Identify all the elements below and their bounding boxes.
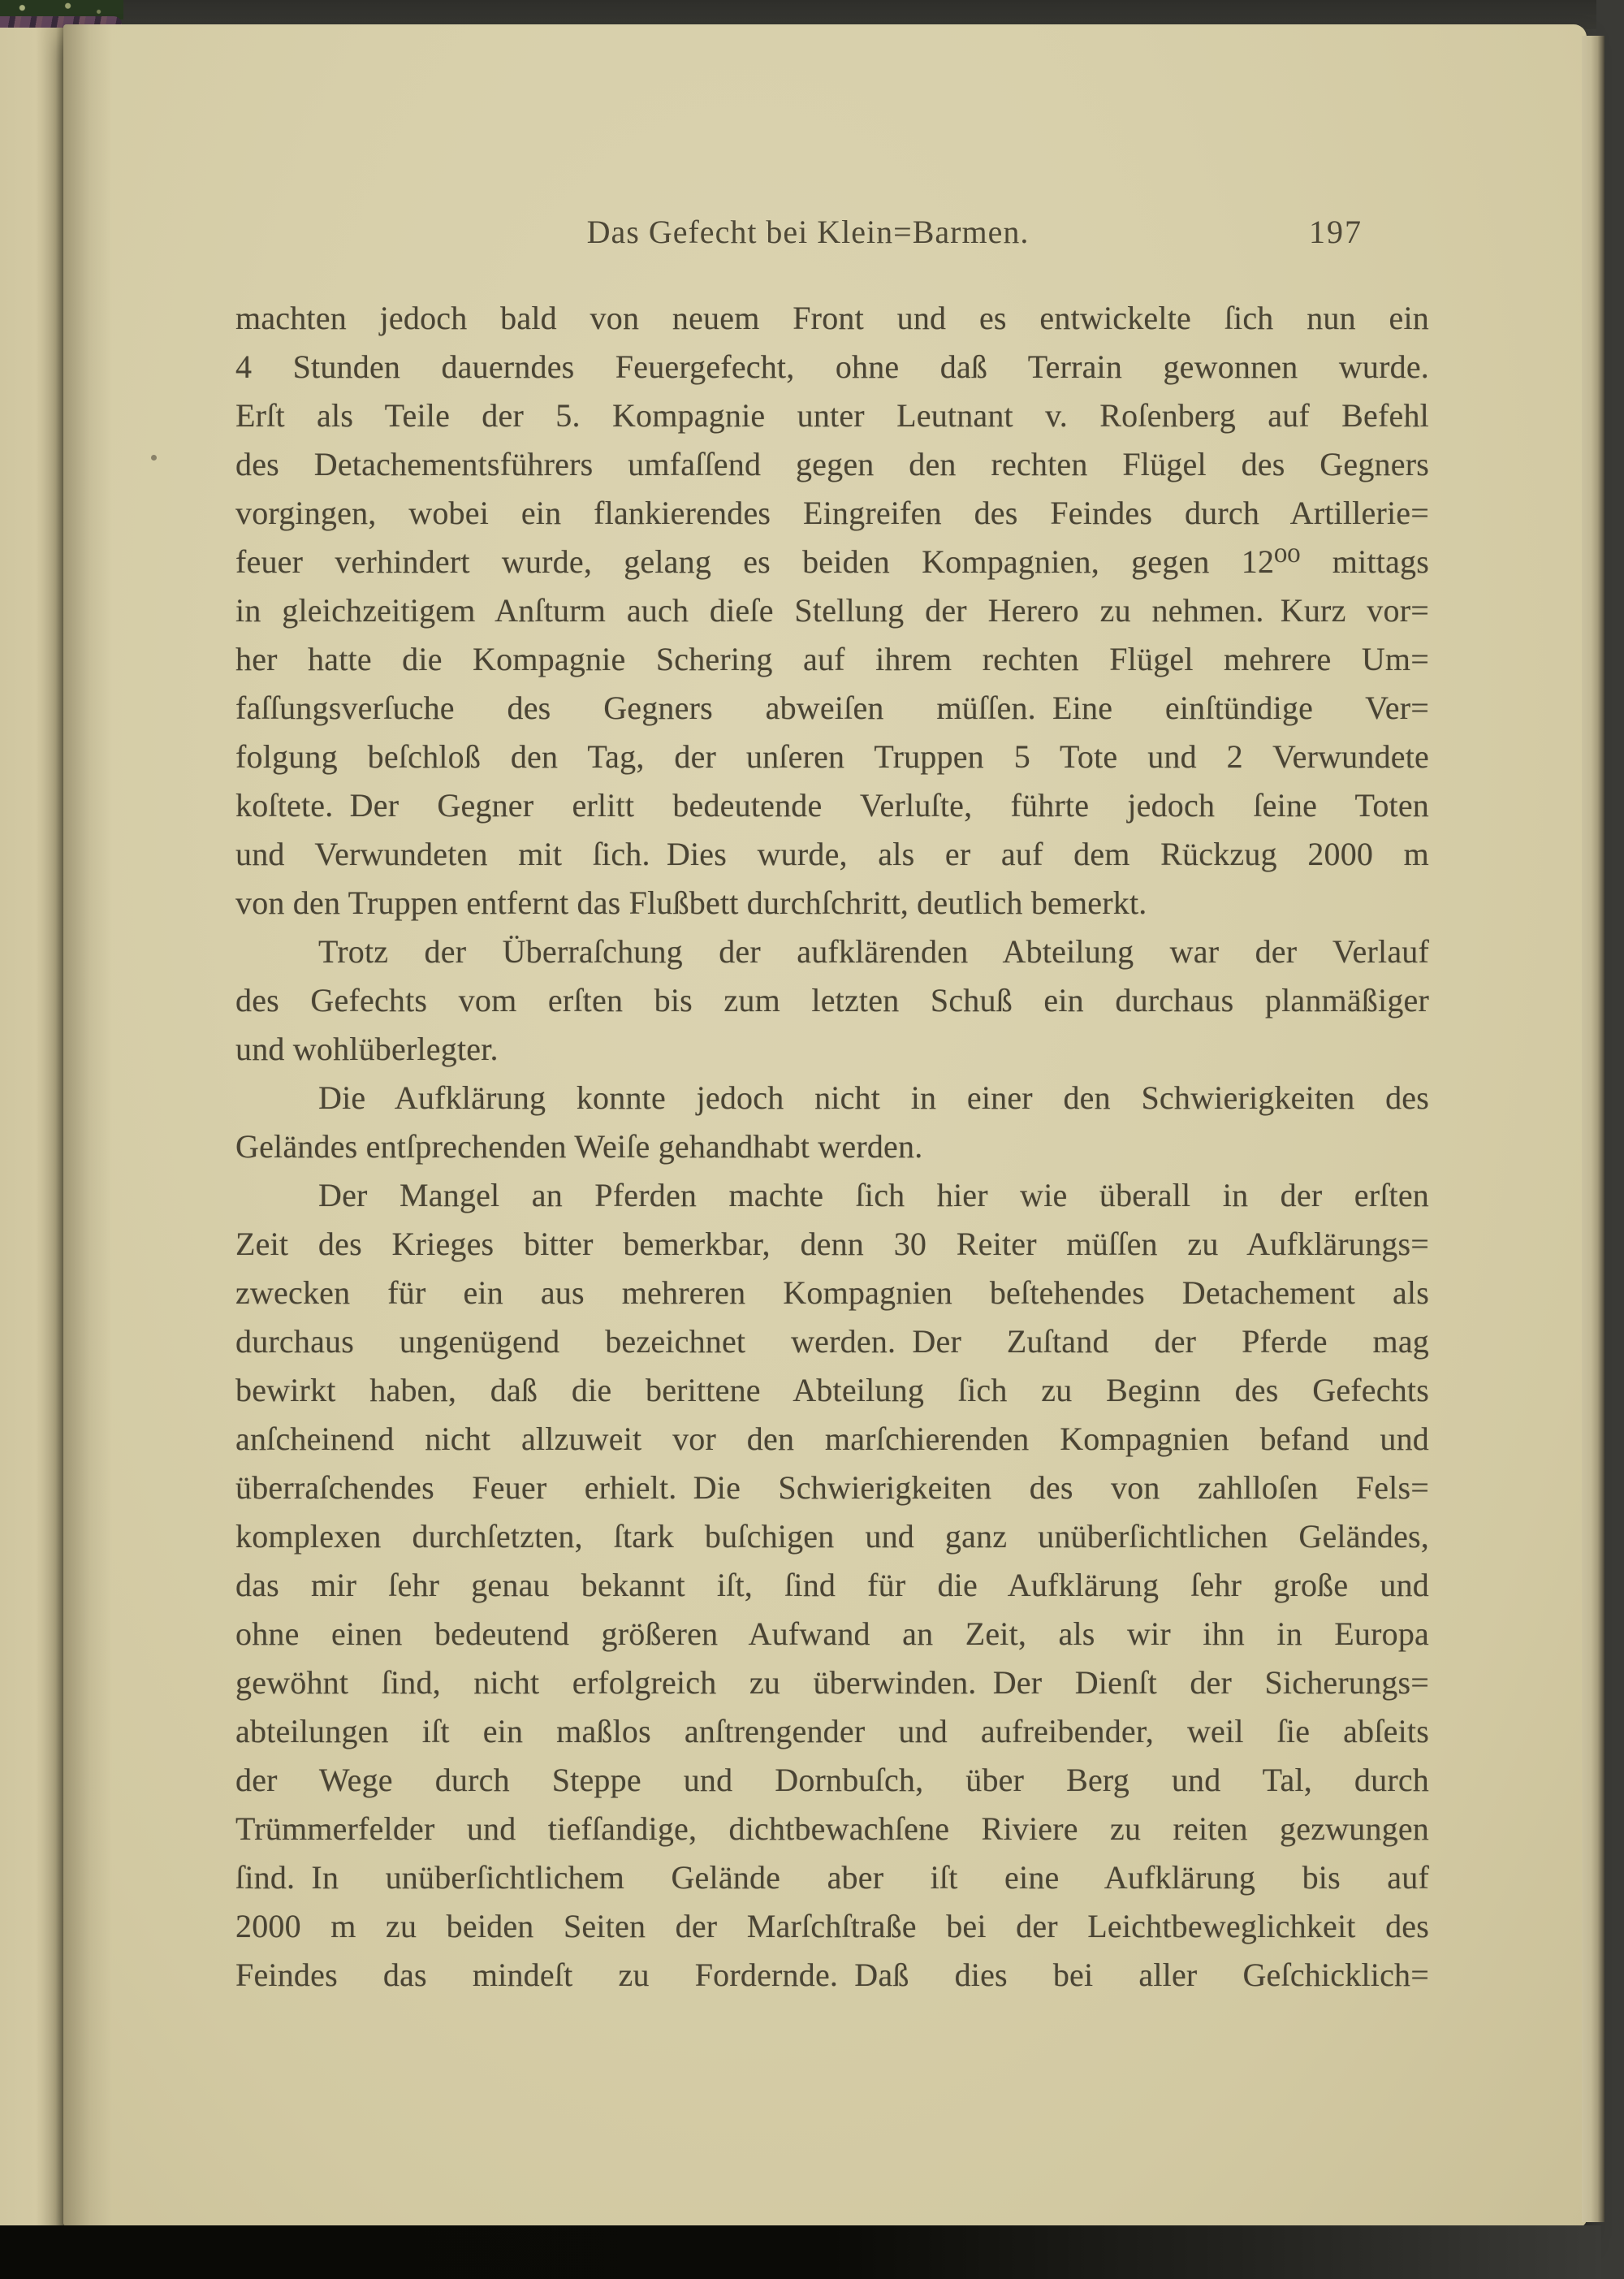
paragraph-4-line-3: zwecken für ein aus mehreren Kompagnien beſtehendes Detachement als — [235, 1274, 1429, 1311]
paragraph-4-line-9: das mir ſehr genau bekannt iſt, ſind für die Aufklärung ſehr große und — [235, 1567, 1429, 1603]
paragraph-1-line-6: feuer verhindert wurde, gelang es beiden Kompagnien, gegen 12⁰⁰ mittags — [235, 543, 1429, 580]
paragraph-1-line-1: machten jedoch bald von neuem Front und es entwickelte ſich nun ein — [235, 300, 1429, 336]
paragraph-3-line-2: Geländes entſprechenden Weiſe gehandhabt werden. — [235, 1128, 923, 1165]
paragraph-1-line-4: des Detachementsführers umfaſſend gegen den rechten Flügel des Gegners — [235, 446, 1429, 482]
ink-speck — [151, 455, 157, 461]
paragraph-3-line-1: Die Aufklärung konnte jedoch nicht in einer den Schwierigkeiten des — [318, 1079, 1429, 1116]
paragraph-4-line-5: bewirkt haben, daß die berittene Abteilung ſich zu Beginn des Gefechts — [235, 1372, 1429, 1408]
paragraph-1-line-9: faſſungsverſuche des Gegners abweiſen müſſen. Eine einſtündige Ver= — [235, 690, 1429, 726]
gutter-shadow — [63, 24, 112, 2227]
paragraph-1-line-12: und Verwundeten mit ſich. Dies wurde, als er auf dem Rückzug 2000 m — [235, 836, 1429, 872]
paragraph-1-line-2: 4 Stunden dauerndes Feuergefecht, ohne daß Terrain gewonnen wurde. — [235, 348, 1429, 385]
paragraph-1-line-11: koſtete. Der Gegner erlitt bedeutende Verluſte, führte jedoch ſeine Toten — [235, 787, 1429, 824]
paragraph-1-line-13: von den Truppen entfernt das Flußbett durchſchritt, deutlich bemerkt. — [235, 884, 1147, 921]
paragraph-4-line-15: ſind. In unüberſichtlichem Gelände aber iſt eine Aufklärung bis auf — [235, 1859, 1429, 1896]
book-fore-edge — [1582, 36, 1605, 2222]
paragraph-4-line-10: ohne einen bedeutend größeren Aufwand an Zeit, als wir ihn in Europa — [235, 1615, 1429, 1652]
paragraph-2-line-2: des Gefechts vom erſten bis zum letzten Schuß ein durchaus planmäßiger — [235, 982, 1429, 1018]
paragraph-4-line-17: Feindes das mindeſt zu Fordernde. Daß dies bei aller Geſchicklich= — [235, 1957, 1429, 1993]
paragraph-4-line-4: durchaus ungenügend bezeichnet werden. Der Zuſtand der Pferde mag — [235, 1323, 1429, 1360]
paragraph-4-line-13: der Wege durch Steppe und Dornbuſch, über Berg und Tal, durch — [235, 1762, 1429, 1798]
paragraph-1-line-8: her hatte die Kompagnie Schering auf ihrem rechten Flügel mehrere Um= — [235, 641, 1429, 677]
paragraph-1-line-5: vorgingen, wobei ein flankierendes Eingreifen des Feindes durch Artillerie= — [235, 495, 1429, 531]
running-header: Das Gefecht bei Klein=Barmen. — [586, 214, 1030, 250]
paragraph-4-line-14: Trümmerfelder und tiefſandige, dichtbewachſene Riviere zu reiten gezwungen — [235, 1810, 1429, 1847]
facing-page-edge — [0, 28, 65, 2234]
paragraph-4-line-6: anſcheinend nicht allzuweit vor den marſchierenden Kompagnien befand und — [235, 1421, 1429, 1457]
page-bottom-shadow — [0, 2225, 1601, 2279]
paragraph-4-line-7: überraſchendes Feuer erhielt. Die Schwierigkeiten des von zahlloſen Fels= — [235, 1469, 1429, 1506]
paragraph-4-line-1: Der Mangel an Pferden machte ſich hier wie überall in der erſten — [318, 1177, 1429, 1213]
paragraph-4-line-8: komplexen durchſetzten, ſtark buſchigen und ganz unüberſichtlichen Geländes, — [235, 1518, 1429, 1555]
page-number: 197 — [1309, 214, 1363, 250]
paragraph-4-line-12: abteilungen iſt ein maßlos anſtrengender und aufreibender, weil ſie abſeits — [235, 1713, 1429, 1749]
paragraph-4-line-11: gewöhnt ſind, nicht erfolgreich zu überwinden. Der Dienſt der Sicherungs= — [235, 1664, 1429, 1701]
paragraph-1-line-10: folgung beſchloß den Tag, der unſeren Truppen 5 Tote und 2 Verwundete — [235, 738, 1429, 775]
paragraph-1-line-7: in gleichzeitigem Anſturm auch dieſe Stellung der Herero zu nehmen. Kurz vor= — [235, 592, 1429, 629]
paragraph-1-line-3: Erſt als Teile der 5. Kompagnie unter Leutnant v. Roſenberg auf Befehl — [235, 397, 1429, 434]
paragraph-4-line-16: 2000 m zu beiden Seiten der Marſchſtraße bei der Leichtbeweglichkeit des — [235, 1908, 1429, 1944]
paragraph-2-line-1: Trotz der Überraſchung der aufklärenden Abteilung war der Verlauf — [318, 933, 1429, 970]
text-block — [235, 294, 1429, 2000]
paragraph-2-line-3: und wohlüberlegter. — [235, 1031, 499, 1067]
paragraph-4-line-2: Zeit des Krieges bitter bemerkbar, denn 30 Reiter müſſen zu Aufklärungs= — [235, 1226, 1429, 1262]
